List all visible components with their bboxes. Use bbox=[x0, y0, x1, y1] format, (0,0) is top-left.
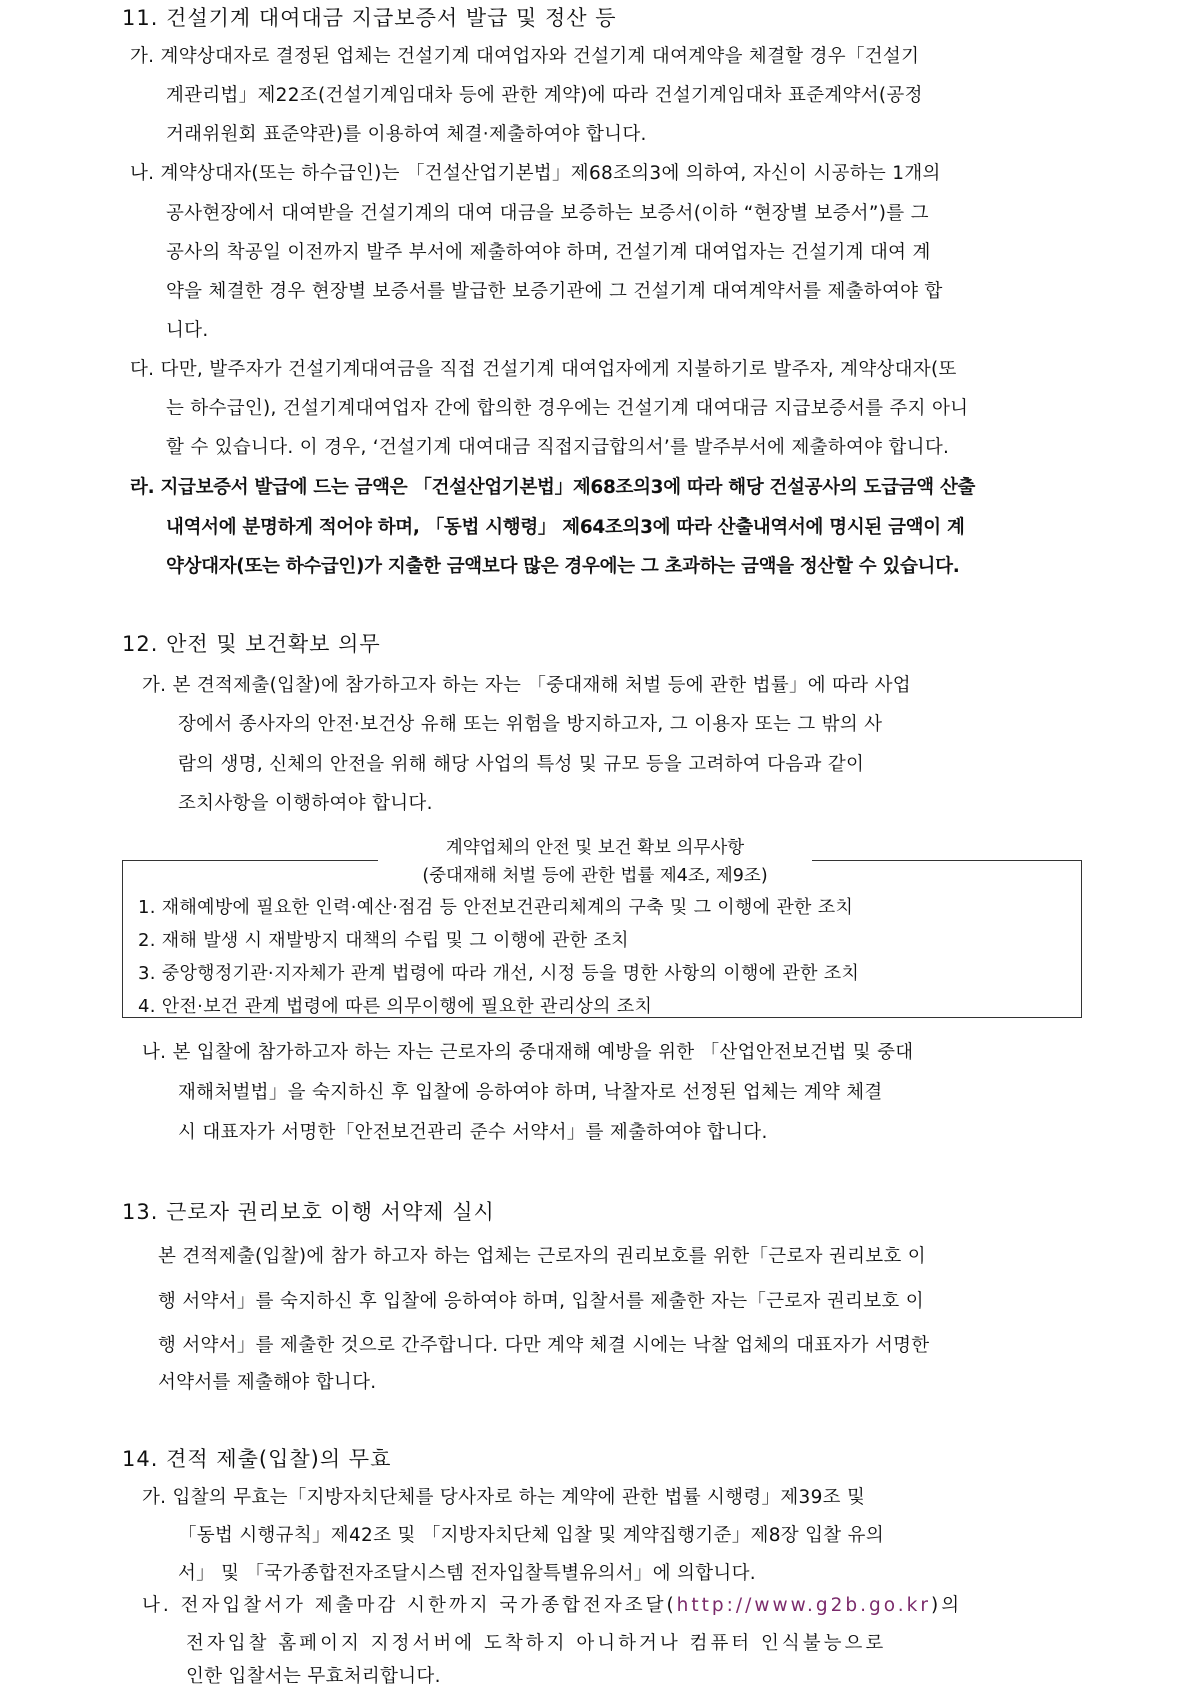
s14-ga-line-1: 가. 입찰의 무효는「지방자치단체를 당사자로 하는 계약에 관한 법률 시행령」제39조 및 bbox=[142, 1487, 866, 1508]
box-item-2: 2. 재해 발생 시 재발방지 대책의 수립 및 그 이행에 관한 조치 bbox=[138, 930, 629, 951]
s11-ra-line-3: 약상대자(또는 하수급인)가 지출한 금액보다 많은 경우에는 그 초과하는 금액을 정산할 수 있습니다. bbox=[166, 556, 960, 577]
s12-ga-line-3: 람의 생명, 신체의 안전을 위해 해당 사업의 특성 및 규모 등을 고려하여 다음과 같이 bbox=[178, 754, 865, 775]
s14-ga-line-2: 「동법 시행규칙」제42조 및 「지방자치단체 입찰 및 계약집행기준」제8장 입찰 유의 bbox=[178, 1525, 884, 1546]
section-14-heading: 14. 견적 제출(입찰)의 무효 bbox=[122, 1447, 392, 1471]
box-item-4: 4. 안전·보건 관계 법령에 따른 의무이행에 필요한 관리상의 조치 bbox=[138, 996, 653, 1017]
s11-ga-line-3: 거래위원회 표준약관)를 이용하여 체결·제출하여야 합니다. bbox=[166, 124, 647, 145]
s11-ga-line-2: 계관리법」제22조(건설기계임대차 등에 관한 계약)에 따라 건설기계임대차 표준계약서(공정 bbox=[166, 85, 923, 106]
s12-na-line-2: 재해처벌법」을 숙지하신 후 입찰에 응하여야 하며, 낙찰자로 선정된 업체는 계약 체결 bbox=[178, 1082, 883, 1103]
s11-na-line-4: 약을 체결한 경우 현장별 보증서를 발급한 보증기관에 그 건설기계 대여계약서를 제출하여야 합 bbox=[166, 281, 943, 302]
box-subtitle: (중대재해 처벌 등에 관한 법률 제4조, 제9조) bbox=[422, 866, 768, 886]
s11-da-line-2: 는 하수급인), 건설기계대여업자 간에 합의한 경우에는 건설기계 대여대금 지급보증서를 주지 아니 bbox=[166, 398, 969, 419]
g2b-link[interactable]: http://www.g2b.go.kr bbox=[676, 1595, 931, 1616]
box-item-3: 3. 중앙행정기관·지자체가 관계 법령에 따라 개선, 시정 등을 명한 사항의 이행에 관한 조치 bbox=[138, 963, 860, 984]
s12-ga-line-2: 장에서 종사자의 안전·보건상 유해 또는 위험을 방지하고자, 그 이용자 또는 그 밖의 사 bbox=[178, 714, 883, 735]
s11-na-line-2: 공사현장에서 대여받을 건설기계의 대여 대금을 보증하는 보증서(이하 “현장별 보증서”)를 그 bbox=[166, 203, 929, 224]
s11-na-line-5: 니다. bbox=[166, 320, 209, 341]
s13-body-line-1: 본 견적제출(입찰)에 참가 하고자 하는 업체는 근로자의 권리보호를 위한「근로자 권리보호 이 bbox=[158, 1246, 926, 1267]
s12-ga-line-4: 조치사항을 이행하여야 합니다. bbox=[178, 793, 433, 814]
s14-na-suffix: )의 bbox=[930, 1595, 963, 1616]
s12-na-line-1: 나. 본 입찰에 참가하고자 하는 자는 근로자의 중대재해 예방을 위한 「산업안전보건법 및 중대 bbox=[142, 1042, 914, 1063]
box-item-1: 1. 재해예방에 필요한 인력·예산·점검 등 안전보건관리체계의 구축 및 그 이행에 관한 조치 bbox=[138, 897, 854, 918]
s11-ga-line-1: 가. 계약상대자로 결정된 업체는 건설기계 대여업자와 건설기계 대여계약을 체결할 경우「건설기 bbox=[130, 46, 920, 67]
s12-na-line-3: 시 대표자가 서명한「안전보건관리 준수 서약서」를 제출하여야 합니다. bbox=[178, 1122, 768, 1143]
s13-body-line-2: 행 서약서」를 숙지하신 후 입찰에 응하여야 하며, 입찰서를 제출한 자는「근로자 권리보호 이 bbox=[158, 1291, 924, 1312]
s11-na-line-3: 공사의 착공일 이전까지 발주 부서에 제출하여야 하며, 건설기계 대여업자는 건설기계 대여 계 bbox=[166, 242, 931, 263]
section-11-heading: 11. 건설기계 대여대금 지급보증서 발급 및 정산 등 bbox=[122, 6, 617, 30]
s14-na-line-3: 인한 입찰서는 무효처리합니다. bbox=[186, 1666, 441, 1687]
section-13-heading: 13. 근로자 권리보호 이행 서약제 실시 bbox=[122, 1200, 495, 1224]
s12-ga-line-1: 가. 본 견적제출(입찰)에 참가하고자 하는 자는 「중대재해 처벌 등에 관한 법률」에 따라 사업 bbox=[142, 675, 911, 696]
section-12-heading: 12. 안전 및 보건확보 의무 bbox=[122, 632, 381, 656]
s11-da-line-1: 다. 다만, 발주자가 건설기계대여금을 직접 건설기계 대여업자에게 지불하기로 발주자, 계약상대자(또 bbox=[130, 359, 957, 380]
s11-na-line-1: 나. 계약상대자(또는 하수급인)는 「건설산업기본법」제68조의3에 의하여, 자신이 시공하는 1개의 bbox=[130, 163, 941, 184]
s14-na-line-1 bbox=[142, 1591, 962, 1617]
s13-body-line-3: 행 서약서」를 제출한 것으로 간주합니다. 다만 계약 체결 시에는 낙찰 업체의 대표자가 서명한 bbox=[158, 1335, 930, 1356]
s14-na-prefix: 나. 전자입찰서가 제출마감 시한까지 국가종합전자조달( bbox=[142, 1595, 677, 1616]
s14-na-line-2: 전자입찰 홈페이지 지정서버에 도착하지 아니하거나 컴퓨터 인식불능으로 bbox=[186, 1633, 887, 1654]
s11-ra-line-1: 라. 지급보증서 발급에 드는 금액은 「건설산업기본법」제68조의3에 따라 해당 건설공사의 도급금액 산출 bbox=[130, 477, 976, 498]
s14-ga-line-3: 서」 및 「국가종합전자조달시스템 전자입찰특별유의서」에 의합니다. bbox=[178, 1563, 756, 1584]
s11-ra-line-2: 내역서에 분명하게 적어야 하며, 「동법 시행령」 제64조의3에 따라 산출내역서에 명시된 금액이 계 bbox=[166, 517, 965, 538]
box-title: 계약업체의 안전 및 보건 확보 의무사항 bbox=[445, 838, 745, 858]
s11-da-line-3: 할 수 있습니다. 이 경우, ‘건설기계 대여대금 직접지급합의서’를 발주부서에 제출하여야 합니다. bbox=[166, 437, 950, 458]
s13-body-line-4: 서약서를 제출해야 합니다. bbox=[158, 1372, 377, 1393]
